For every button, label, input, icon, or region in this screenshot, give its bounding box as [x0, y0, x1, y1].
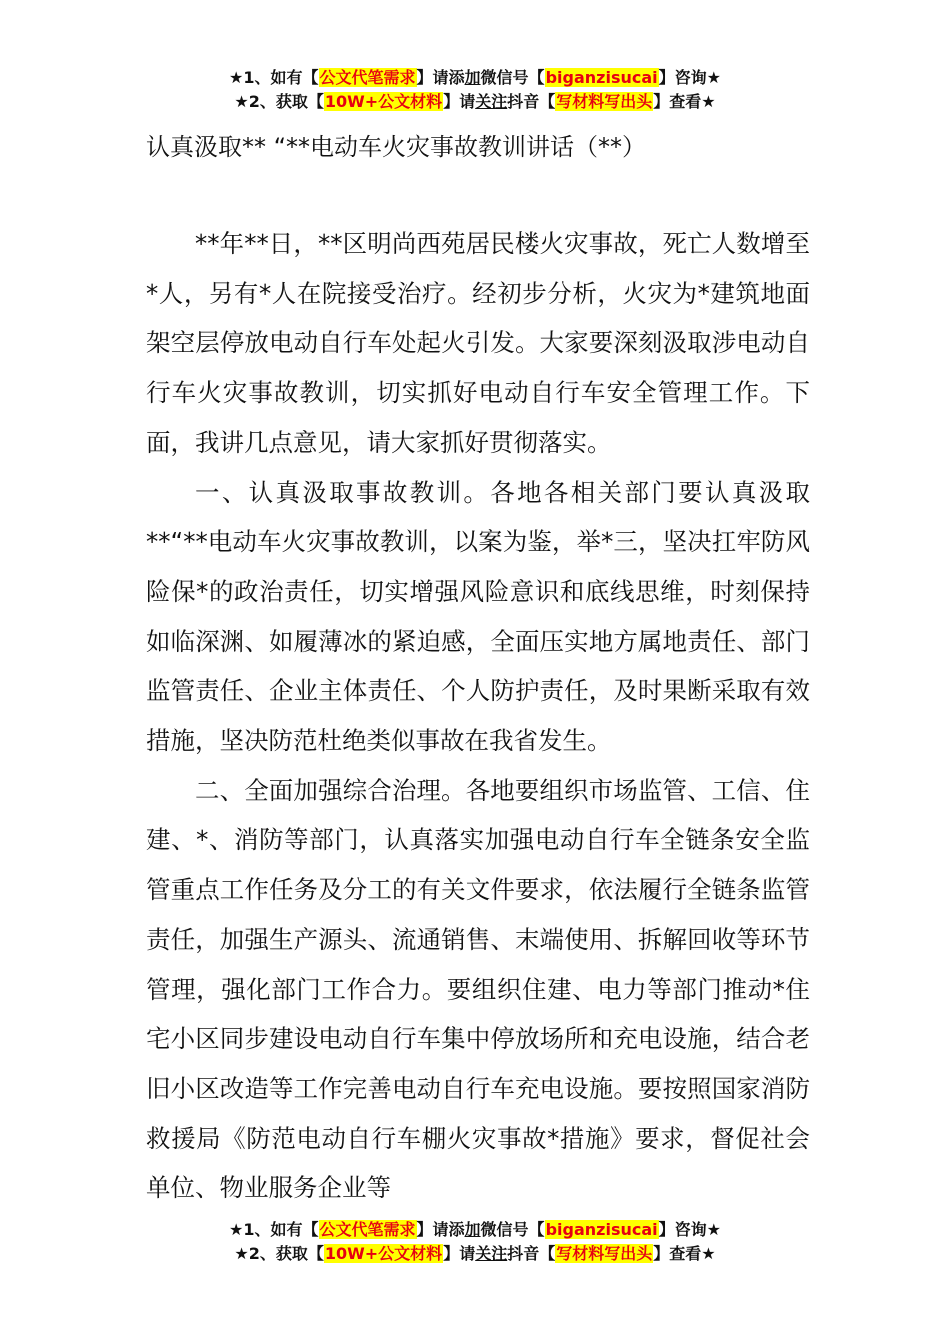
banner-highlight: 公文代笔需求	[319, 68, 416, 87]
banner-text: 】请	[443, 92, 476, 111]
banner-text: ★2、获取【	[234, 92, 324, 111]
banner-line-2	[0, 90, 950, 114]
banner-text: ★1、如有【	[229, 1220, 319, 1239]
banner-highlight: 10W+公文材料	[324, 92, 443, 111]
banner-text: 】查看★	[653, 92, 716, 111]
paragraph: **年**日，**区明尚西苑居民楼火灾事故，死亡人数增至*人，另有*人在院接受治疗。经初步分析，火灾为*建筑地面架空层停放电动自行车处起火引发。大家要深刻汲取涉电动自行车火灾事故教训，切实抓好电动自行车安全管理工作。下面，我讲几点意见，请大家抓好贯彻落实。	[146, 229, 810, 457]
banner-text: 微信号【	[480, 68, 545, 87]
banner-text-underlined: 加	[464, 1220, 481, 1239]
document-body	[146, 219, 810, 1213]
banner-text: 】请添	[416, 68, 465, 87]
banner-highlight: biganzisucai	[545, 1220, 658, 1239]
banner-text-underlined: 关注	[475, 1244, 508, 1263]
banner-highlight: 10W+公文材料	[324, 1244, 443, 1263]
banner-text: ★1、如有【	[229, 68, 319, 87]
document-title: 认真汲取** “**电动车火灾事故教训讲话（**）	[146, 133, 647, 161]
banner-text: 抖音【	[507, 1244, 556, 1263]
banner-highlight: biganzisucai	[545, 68, 658, 87]
banner-text: 】请	[443, 1244, 476, 1263]
banner-text-underlined: 加	[464, 68, 481, 87]
paragraph: 二、全面加强综合治理。各地要组织市场监管、工信、住建、*、消防等部门，认真落实加强电动自行车全链条安全监管重点工作任务及分工的有关文件要求，依法履行全链条监管责任，加强生产源头、流通销售、末端使用、拆解回收等环节管理，强化部门工作合力。要组织住建、电力等部门推动*住宅小区同步建设电动自行车集中停放场所和充电设施，结合老旧小区改造等工作完善电动自行车充电设施。要按照国家消防救援局《防范电动自行车棚火灾事故*措施》要求，督促社会单位、物业服务企业等	[146, 775, 810, 1203]
banner-highlight: 公文代笔需求	[319, 1220, 416, 1239]
banner-text: 】咨询★	[658, 1220, 721, 1239]
banner-line-1	[0, 1218, 950, 1242]
banner-text: 】请添	[416, 1220, 465, 1239]
banner-text-underlined: 关注	[475, 92, 508, 111]
banner-text: 】查看★	[653, 1244, 716, 1263]
footer-banner	[0, 1218, 950, 1266]
banner-highlight: 写材料写出头	[556, 1244, 653, 1263]
banner-text: 】咨询★	[658, 68, 721, 87]
banner-line-1	[0, 66, 950, 90]
paragraph: 一、认真汲取事故教训。各地各相关部门要认真汲取**“**电动车火灾事故教训，以案为鉴，举*三，坚决扛牢防风险保*的政治责任，切实增强风险意识和底线思维，时刻保持如临深渊、如履薄冰的紧迫感，全面压实地方属地责任、部门监管责任、企业主体责任、个人防护责任，及时果断采取有效措施，坚决防范杜绝类似事故在我省发生。	[146, 477, 810, 756]
banner-highlight: 写材料写出头	[556, 92, 653, 111]
banner-line-2	[0, 1242, 950, 1266]
header-banner	[0, 66, 950, 114]
banner-text: 抖音【	[507, 92, 556, 111]
banner-text: 微信号【	[480, 1220, 545, 1239]
banner-text: ★2、获取【	[234, 1244, 324, 1263]
